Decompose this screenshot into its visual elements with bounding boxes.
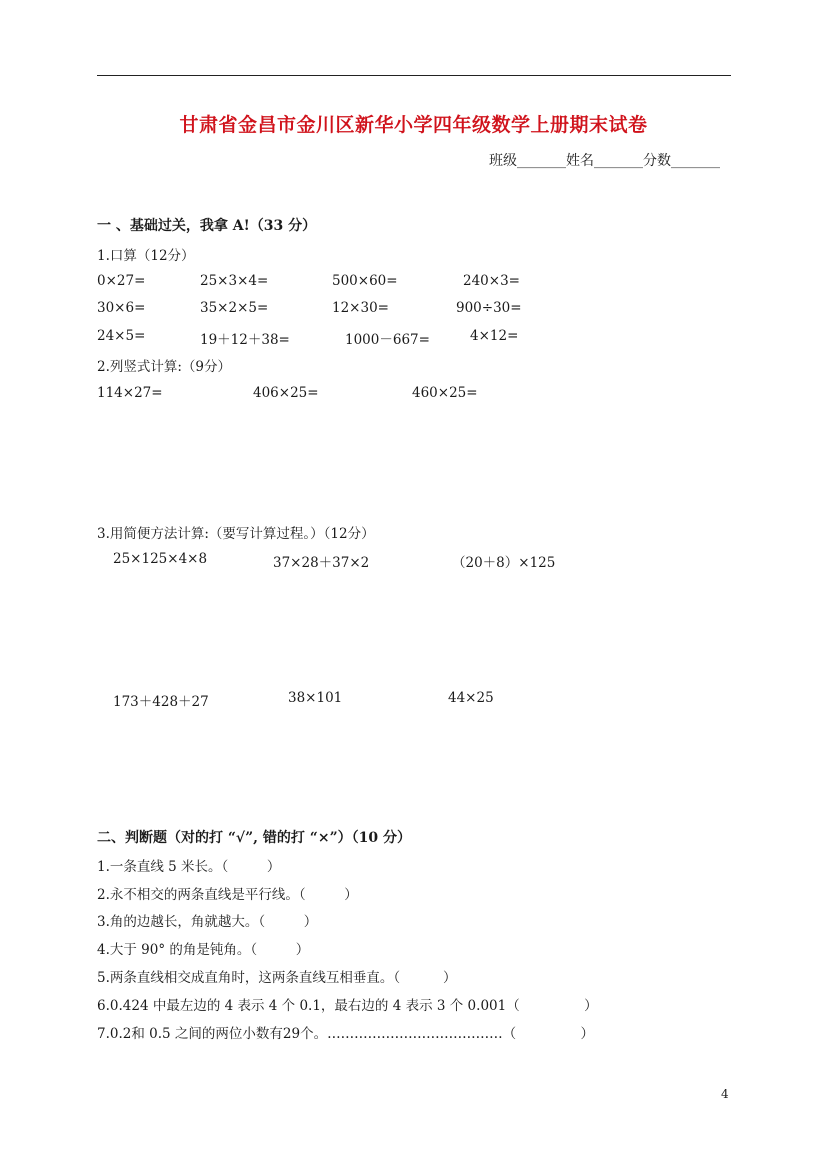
q1-cell: 35×2×5= <box>200 300 269 316</box>
q1-cell: 240×3= <box>463 273 520 289</box>
q1-label: 1.口算（12分） <box>97 248 195 264</box>
q1-cell: 30×6= <box>97 300 146 316</box>
q1-cell: 0×27= <box>97 273 146 289</box>
q3-label: 3.用简便方法计算:（要写计算过程。）（12分） <box>97 526 375 542</box>
q1-cell: 19＋12＋38= <box>200 332 290 348</box>
section2-heading: 二、判断题（对的打 “√”, 错的打 “×”）（10 分） <box>97 830 411 846</box>
judge-item: 4.大于 90° 的角是钝角。（ ） <box>97 942 310 958</box>
q1-cell: 25×3×4= <box>200 273 269 289</box>
student-info-line: 班级_______姓名_______分数_______ <box>489 153 720 169</box>
judge-item: 6.0.424 中最左边的 4 表示 4 个 0.1，最右边的 4 表示 3 个 0.001（ ） <box>97 998 598 1014</box>
header-rule <box>97 75 731 76</box>
q1-cell: 900÷30= <box>456 300 522 316</box>
judge-item: 1.一条直线 5 米长。（ ） <box>97 859 281 875</box>
q1-cell: 4×12= <box>470 328 519 344</box>
q3-item: 173＋428＋27 <box>113 694 209 710</box>
q3-item: 37×28＋37×2 <box>273 555 370 571</box>
q3-item: 38×101 <box>288 690 343 706</box>
q3-item: 44×25 <box>448 690 494 706</box>
q1-cell: 500×60= <box>332 273 398 289</box>
q2-label: 2.列竖式计算:（9分） <box>97 359 232 375</box>
q1-cell: 12×30= <box>332 300 389 316</box>
q2-item: 114×27= <box>97 385 163 401</box>
q3-item: （20＋8）×125 <box>452 555 556 571</box>
page-number: 4 <box>721 1087 729 1101</box>
q2-item: 406×25= <box>253 385 319 401</box>
judge-item: 7.0.2和 0.5 之间的两位小数有29个。…………………………………（ ） <box>97 1026 594 1042</box>
q1-cell: 24×5= <box>97 328 146 344</box>
q1-cell: 1000－667= <box>345 332 430 348</box>
page-title: 甘肃省金昌市金川区新华小学四年级数学上册期末试卷 <box>179 114 648 136</box>
q3-item: 25×125×4×8 <box>113 551 208 567</box>
judge-item: 3.角的边越长，角就越大。（ ） <box>97 914 318 930</box>
q2-item: 460×25= <box>412 385 478 401</box>
section1-heading: 一 、基础过关，我拿 A!（33 分） <box>97 218 317 234</box>
judge-item: 5.两条直线相交成直角时，这两条直线互相垂直。（ ） <box>97 970 457 986</box>
judge-item: 2.永不相交的两条直线是平行线。（ ） <box>97 887 358 903</box>
